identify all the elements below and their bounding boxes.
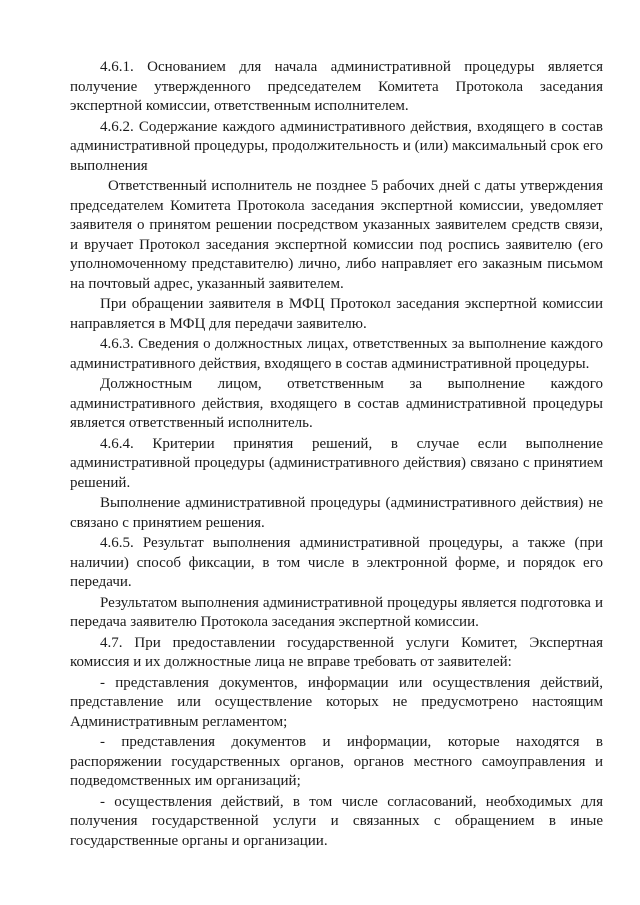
paragraph-responsible-notifies: Ответственный исполнитель не позднее 5 рабочих дней с даты утверждения председателем Комитета Протокола заседания экспертной комиссии, уведомляет заявителя о принятом решении посредством указанных заявителем средств связи, и вручает Протокол заседания экспертной комиссии под роспись заявителю (его уполномоченному представителю) лично, либо направляет его заказным письмом на почтовый адрес, указанный заявителем. — [70, 178, 603, 292]
paragraph-4-6-1: 4.6.1. Основанием для начала административной процедуры является получение утвержденного председателем Комитета Протокола заседания экспертной комиссии, ответственным исполнителем. — [70, 59, 603, 114]
paragraph-4-6-4: 4.6.4. Критерии принятия решений, в случае если выполнение административной процедуры (административного действия) связано с принятием решений. — [70, 435, 603, 491]
paragraph-result: Результатом выполнения административной процедуры является подготовка и передача заявителю Протокола заседания экспертной комиссии. — [70, 594, 603, 630]
paragraph-no-decision: Выполнение административной процедуры (административного действия) не связано с принятием решения. — [70, 495, 603, 531]
paragraph-4-6-3: 4.6.3. Сведения о должностных лицах, ответственных за выполнение каждого административного действия, входящего в состав административной процедуры. — [70, 336, 603, 372]
paragraph-official: Должностным лицом, ответственным за выполнение каждого административного действия, входящего в состав административной процедуры является ответственный исполнитель. — [70, 376, 603, 431]
paragraph-4-6-5: 4.6.5. Результат выполнения административной процедуры, а также (при наличии) способ фиксации, в том числе в электронной форме, и порядок его передачи. — [70, 535, 603, 590]
paragraph-4-6-2: 4.6.2. Содержание каждого административного действия, входящего в состав административной процедуры, продолжительность и (или) максимальный срок его выполнения — [70, 118, 603, 174]
paragraph-mfc: При обращении заявителя в МФЦ Протокол заседания экспертной комиссии направляется в МФЦ для передачи заявителю. — [70, 296, 603, 332]
list-item-actions: - осуществления действий, в том числе согласований, необходимых для получения государственной услуги и связанных с обращением в иные государственные органы и организации. — [70, 793, 603, 849]
list-item-documents: - представления документов, информации или осуществления действий, представление или осуществление которых не предусмотрено настоящим Административным регламентом; — [70, 674, 603, 730]
list-item-information: - представления документов и информации, которые находятся в распоряжении государственных органов, органов местного самоуправления и подведомственных им организаций; — [70, 734, 603, 789]
paragraph-4-7: 4.7. При предоставлении государственной услуги Комитет, Экспертная комиссия и их должностные лица не вправе требовать от заявителей: — [70, 634, 603, 670]
document-page — [70, 58, 603, 851]
